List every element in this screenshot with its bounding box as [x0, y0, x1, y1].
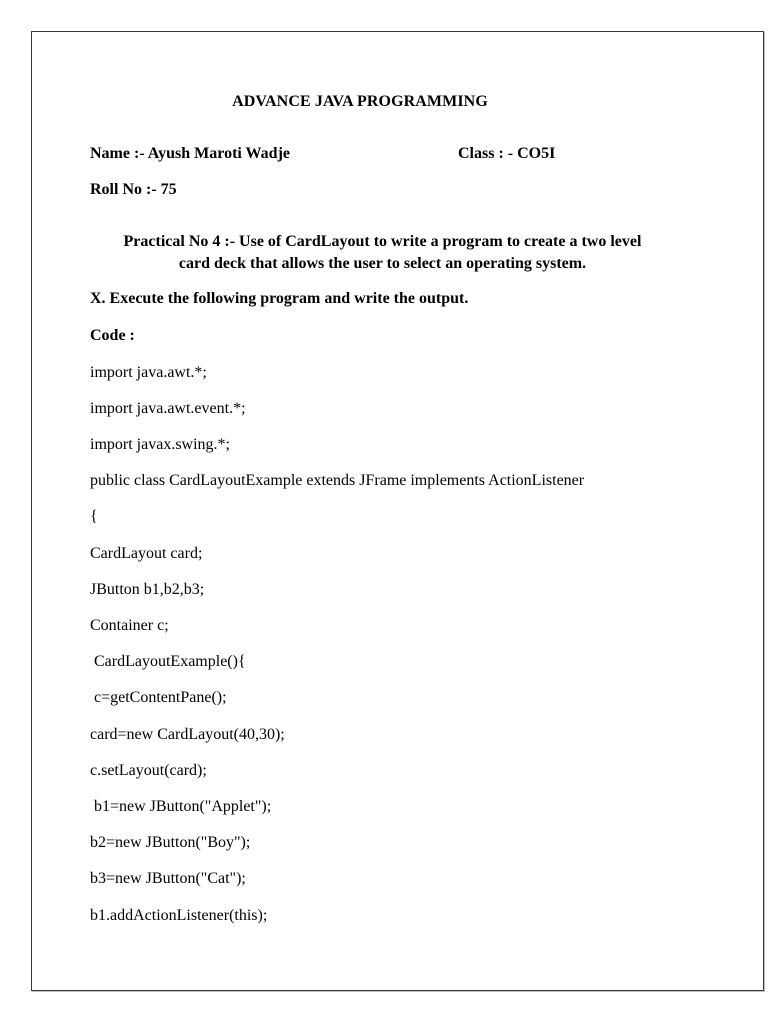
code-line: import java.awt.*;	[90, 364, 207, 381]
practical-line-1: Practical No 4 :- Use of CardLayout to write a program to create a two level	[123, 233, 642, 250]
student-class: Class : - CO5I	[458, 145, 556, 162]
code-line: b2=new JButton("Boy");	[90, 834, 251, 851]
practical-line-2: card deck that allows the user to select an operating system.	[178, 255, 587, 272]
code-line: c=getContentPane();	[90, 689, 227, 706]
practical-heading	[70, 231, 695, 275]
code-line: b1.addActionListener(this);	[90, 907, 268, 924]
code-line: import java.awt.event.*;	[90, 400, 246, 417]
code-line: CardLayoutExample(){	[90, 653, 246, 670]
code-line: c.setLayout(card);	[90, 762, 207, 779]
code-line: public class CardLayoutExample extends JFrame implements ActionListener	[90, 472, 585, 489]
code-line: CardLayout card;	[90, 545, 203, 562]
code-line: b3=new JButton("Cat");	[90, 870, 246, 887]
exercise-heading: X. Execute the following program and write the output.	[90, 290, 469, 307]
code-line: import javax.swing.*;	[90, 436, 230, 453]
code-line: b1=new JButton("Applet");	[90, 798, 272, 815]
code-line: JButton b1,b2,b3;	[90, 581, 205, 598]
code-line: card=new CardLayout(40,30);	[90, 726, 285, 743]
code-heading: Code :	[90, 327, 135, 344]
document-title: ADVANCE JAVA PROGRAMMING	[232, 93, 488, 110]
student-name: Name :- Ayush Maroti Wadje	[90, 145, 290, 162]
roll-number: Roll No :- 75	[90, 181, 177, 198]
code-line: Container c;	[90, 617, 169, 634]
code-line: {	[90, 508, 98, 525]
